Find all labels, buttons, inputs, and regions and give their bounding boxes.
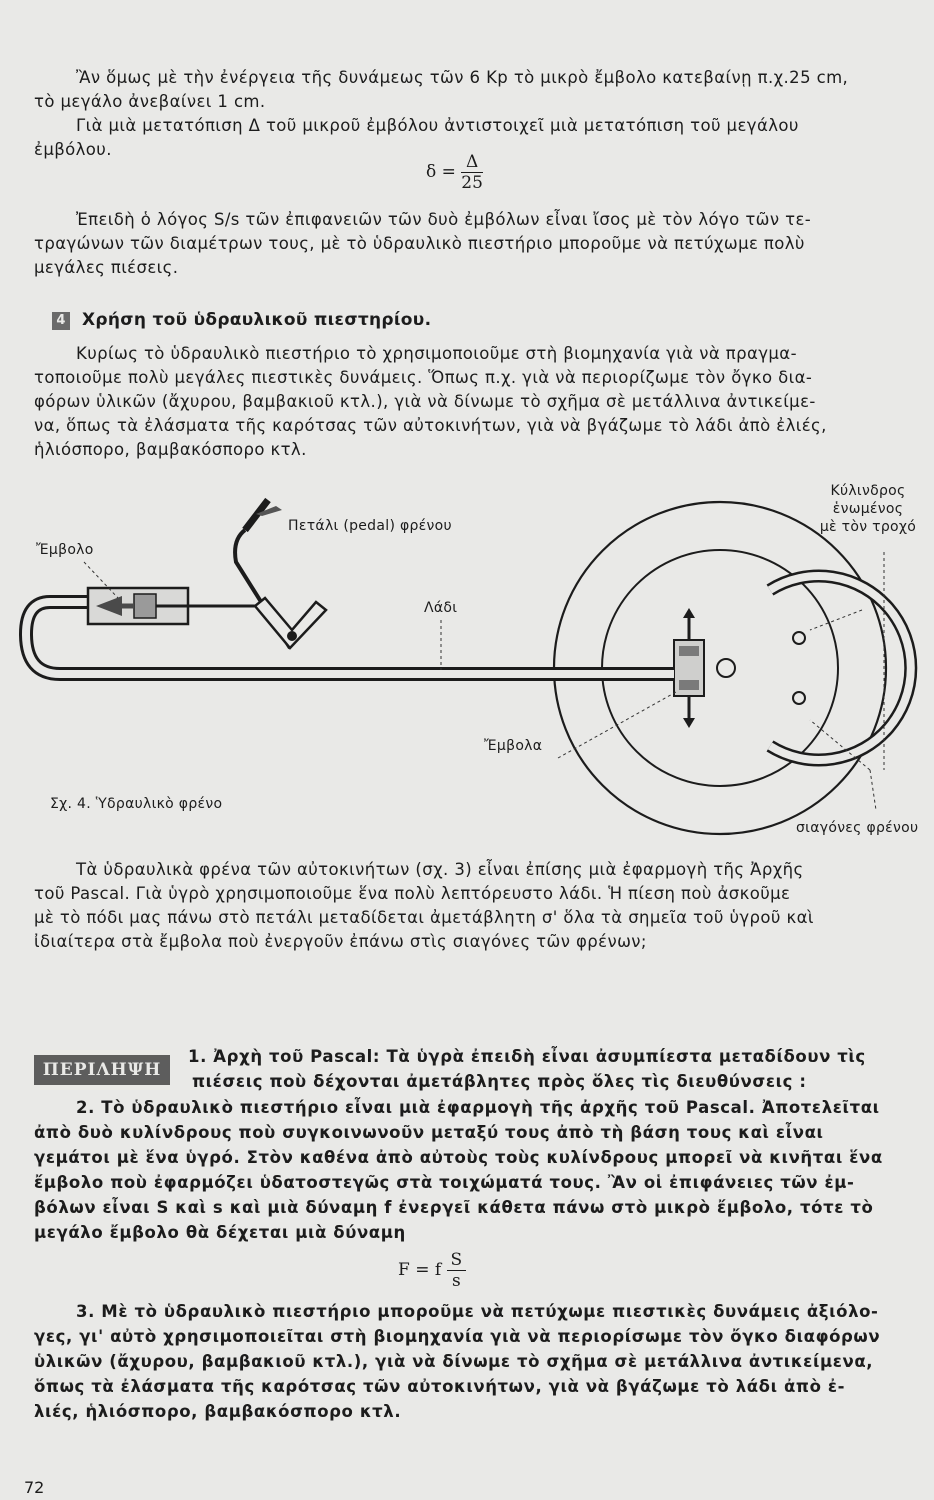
- displacement-formula: [426, 152, 483, 193]
- formula-denominator: s: [452, 1271, 461, 1291]
- section-title: Χρήση τοῦ ὑδραυλικοῦ πιεστηρίου.: [82, 310, 432, 330]
- text-line: ὅπως τὰ ἐλάσματα τῆς καρότσας τῶν αὐτοκινήτων, γιὰ νὰ βγάζωμε τὸ λάδι ἀπὸ ἐ-: [34, 1377, 846, 1396]
- formula-numerator: S: [447, 1250, 467, 1271]
- formula-numerator: Δ: [461, 152, 483, 173]
- ratio-paragraph: [34, 208, 916, 280]
- label-cylinder-line: μὲ τὸν τροχό: [819, 519, 917, 535]
- text-line: Ἐπειδὴ ὁ λόγος S/s τῶν ἐπιφανειῶν τῶν δυὸ ἐμβόλων εἶναι ἴσος μὲ τὸν λόγο τῶν τε-: [76, 210, 812, 229]
- text-line: 1. Ἀρχὴ τοῦ Pascal: Τὰ ὑγρὰ ἐπειδὴ εἶναι ἀσυμπίεστα μεταδίδουν τὶς: [188, 1047, 866, 1066]
- text-line: Γιὰ μιὰ μετατόπιση Δ τοῦ μικροῦ ἐμβόλου ἀντιστοιχεῖ μιὰ μετατόπιση τοῦ μεγάλου: [76, 116, 799, 135]
- text-line: 3. Μὲ τὸ ὑδραυλικὸ πιεστήριο μποροῦμε νὰ πετύχωμε πιεστικὲς δυνάμεις ἀξιόλο-: [76, 1302, 879, 1321]
- text-line: μεγάλο ἔμβολο θὰ δέχεται μιὰ δύναμη: [34, 1223, 406, 1242]
- formula-lhs: F = f: [398, 1260, 442, 1280]
- summary-badge: ΠΕΡΙΛΗΨΗ: [34, 1055, 170, 1085]
- section-heading: [52, 310, 431, 330]
- arrow-down-head: [683, 718, 695, 728]
- summary-item-3: [34, 1299, 916, 1424]
- formula-lhs: δ =: [426, 162, 456, 182]
- label-piston: Ἔμβολο: [36, 542, 94, 558]
- summary-item-2: [34, 1095, 916, 1245]
- text-line: φόρων ὑλικῶν (ἄχυρου, βαμβακιοῦ κτλ.), γιὰ νὰ δίνωμε τὸ σχῆμα σὲ μετάλλινα ἀντικείμε-: [34, 392, 816, 411]
- text-line: μὲ τὸ πόδι μας πάνω στὸ πετάλι μεταδίδεται ἀμετάβλητη σ' ὅλα τὰ σημεῖα τοῦ ὑγροῦ καὶ: [34, 908, 814, 927]
- force-formula: [398, 1250, 466, 1291]
- text-line: ἰδιαίτερα στὰ ἔμβολα ποὺ ἐνεργοῦν ἐπάνω στὶς σιαγόνες τῶν φρένων;: [34, 932, 647, 951]
- text-line: γες, γι' αὐτὸ χρησιμοποιεῖται στὴ βιομηχανία γιὰ νὰ περιορίσωμε τὸν ὄγκο διαφόρων: [34, 1327, 881, 1346]
- text-line: βόλων εἶναι S καὶ s καὶ μιὰ δύναμη f ἐνεργεῖ κάθετα πάνω στὸ μικρὸ ἔμβολο, τότε τὸ: [34, 1198, 874, 1217]
- text-line: να, ὅπως τὰ ἐλάσματα τῆς καρότσας τῶν αὐτοκινήτων, γιὰ νὰ βγάζωμε τὸ λάδι ἀπὸ ἐλιές,: [34, 416, 827, 435]
- page-number: 72: [24, 1478, 45, 1497]
- label-oil: Λάδι: [424, 600, 458, 616]
- arrow-up-head: [683, 608, 695, 618]
- label-brake-shoes: σιαγόνες φρένου: [796, 820, 919, 836]
- formula-denominator: 25: [461, 173, 483, 193]
- section-number: 4: [52, 312, 70, 330]
- label-cylinder-line: ἑνωμένος: [832, 501, 904, 517]
- intro-paragraph: [34, 66, 916, 162]
- wheel-piston-bottom: [679, 680, 699, 690]
- brake-shoe-inner: [770, 576, 911, 760]
- hydraulic-brake-figure: [0, 470, 934, 850]
- text-line: λιές, ἡλιόσπορο, βαμβακόσπορο κτλ.: [34, 1402, 402, 1421]
- text-line: Τὰ ὑδραυλικὰ φρένα τῶν αὐτοκινήτων (σχ. 3) εἶναι ἐπίσης μιὰ ἐφαρμογὴ τῆς Ἀρχῆς: [76, 860, 804, 879]
- text-line: γεμάτοι μὲ ἕνα ὑγρό. Στὸν καθένα ἀπὸ αὐτοὺς τοὺς κυλίνδρους μπορεῖ νὰ κινῆται ἕνα: [34, 1148, 883, 1167]
- label-pistons: Ἔμβολα: [484, 738, 543, 754]
- text-line: ὑλικῶν (ἄχυρου, βαμβακιοῦ κτλ.), γιὰ νὰ δίνωμε τὸ σχῆμα σὲ μετάλλινα ἀντικείμενα,: [34, 1352, 874, 1371]
- text-line: μεγάλες πιέσεις.: [34, 258, 179, 277]
- text-line: ἡλιόσπορο, βαμβακόσπορο κτλ.: [34, 440, 307, 459]
- text-line: πιέσεις ποὺ δέχονται ἀμετάβλητες πρὸς ὅλες τὶς διευθύνσεις :: [192, 1072, 807, 1091]
- master-piston: [134, 594, 156, 618]
- text-line: ἀπὸ δυὸ κυλίνδρους ποὺ συγκοινωνοῦν μεταξύ τους ἀπὸ τὴ βάση τους καὶ εἶναι: [34, 1123, 824, 1142]
- pedal-pivot: [287, 631, 297, 641]
- wheel-piston-top: [679, 646, 699, 656]
- label-cylinder-line: Κύλινδρος: [830, 483, 906, 499]
- text-line: τοποιοῦμε πολὺ μεγάλες πιεστικὲς δυνάμεις. Ὅπως π.χ. γιὰ νὰ περιορίζωμε τὸν ὄγκο δια-: [34, 368, 813, 387]
- section-paragraph: [34, 342, 916, 462]
- text-line: τοῦ Pascal. Γιὰ ὑγρὸ χρησιμοποιοῦμε ἕνα πολὺ λεπτόρευστο λάδι. Ἡ πίεση ποὺ ἀσκοῦμε: [34, 884, 791, 903]
- brakes-paragraph: [34, 858, 916, 954]
- brake-diagram: [0, 470, 934, 850]
- label-cylinder: [808, 482, 928, 536]
- shoe-pivot-bottom: [793, 692, 805, 704]
- shoe-pivot-top: [793, 632, 805, 644]
- figure-caption: Σχ. 4. Ὑδραυλικὸ φρένο: [50, 796, 223, 812]
- text-line: Κυρίως τὸ ὑδραυλικὸ πιεστήριο τὸ χρησιμοποιοῦμε στὴ βιομηχανία γιὰ νὰ πραγμα-: [76, 344, 797, 363]
- text-line: 2. Τὸ ὑδραυλικὸ πιεστήριο εἶναι μιὰ ἐφαρμογὴ τῆς ἀρχῆς τοῦ Pascal. Ἀποτελεῖται: [76, 1098, 880, 1117]
- text-line: τραγώνων τῶν διαμέτρων τους, μὲ τὸ ὑδραυλικὸ πιεστήριο μποροῦμε νὰ πετύχωμε πολὺ: [34, 234, 805, 253]
- formula-fraction: [461, 152, 483, 193]
- text-line: ἐμβόλου.: [34, 140, 112, 159]
- summary-item-1: [188, 1044, 916, 1094]
- axle-hole: [717, 659, 735, 677]
- text-line: τὸ μεγάλο ἀνεβαίνει 1 cm.: [34, 92, 266, 111]
- text-line: ἔμβολο ποὺ ἐφαρμόζει ὑδατοστεγῶς στὰ τοιχώματά τους. Ἂν οἱ ἐπιφάνειες τῶν ἐμ-: [34, 1173, 855, 1192]
- label-pedal: Πετάλι (pedal) φρένου: [288, 518, 452, 534]
- formula-fraction: [447, 1250, 467, 1291]
- text-line: Ἂν ὅμως μὲ τὴν ἐνέργεια τῆς δυνάμεως τῶν 6 Kp τὸ μικρὸ ἔμβολο κατεβαίνῃ π.χ.25 cm,: [76, 68, 849, 87]
